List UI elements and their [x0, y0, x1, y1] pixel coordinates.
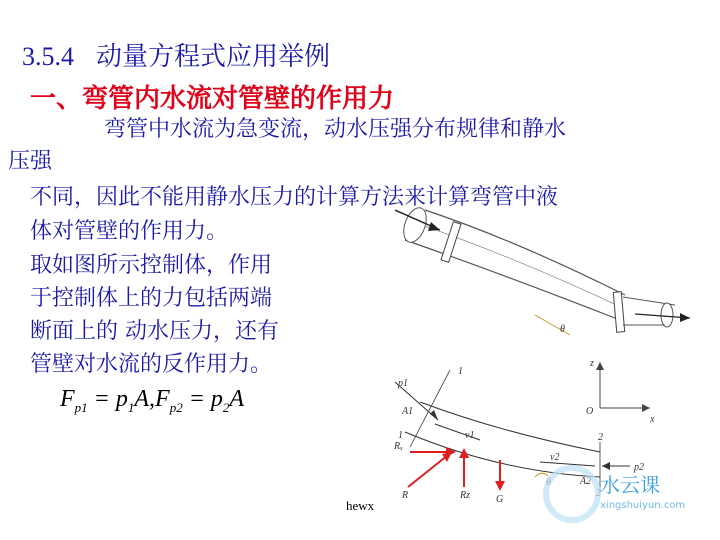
theta-label-bottom: θ: [546, 477, 551, 488]
paragraph-line-2: 压强: [8, 149, 53, 174]
Rz-label: Rz: [460, 490, 470, 501]
paragraph-line-7: 断面上的 动水压力，还有: [30, 319, 279, 344]
theta-label-top: θ: [560, 324, 565, 335]
paragraph-line-3: 不同，因此不能用静水压力的计算方法来计算弯管中液: [30, 185, 559, 210]
pipe-wall-upper: [420, 402, 600, 452]
v2-label: v2: [550, 452, 560, 463]
watermark-url: xingshuiyun.com: [600, 500, 686, 511]
force-formula: $F_{p1} = p_1A,F_{p2} = p_2A$: [60, 386, 245, 415]
paragraph-line-4: 体对管壁的作用力。: [30, 219, 229, 244]
R-label: R: [402, 490, 409, 501]
origin-label: O: [586, 406, 594, 417]
paragraph-line-5: 取如图所示控制体，作用: [30, 253, 273, 278]
section-number: 3.5.4: [22, 42, 74, 71]
section-title: 动量方程式应用举例: [96, 42, 331, 72]
section-1: [410, 370, 450, 447]
section-1-label-bottom: 1: [398, 430, 403, 441]
z-axis-label: z: [590, 358, 594, 369]
outlet-end: [661, 303, 673, 327]
A2-label: A2: [580, 476, 592, 487]
watermark-logo-icon: [546, 468, 598, 520]
paragraph-line-6: 于控制体上的力包括两端: [30, 286, 273, 311]
bent-pipe-figure: [395, 200, 695, 350]
section-1-label-top: 1: [458, 366, 463, 377]
inlet-arrowhead: [428, 222, 440, 231]
section-2-label-top: 2: [598, 432, 603, 443]
watermark: [540, 462, 720, 532]
section-2-label-bottom: 2: [596, 488, 601, 499]
v1-label: v1: [465, 430, 475, 441]
Rx-label: Rₓ: [394, 441, 403, 452]
watermark-brand: 水云课: [600, 473, 660, 497]
G-label: G: [496, 494, 504, 505]
inlet-flange: [441, 222, 461, 263]
pipe-inner-line: [413, 222, 623, 308]
p2-label: p2: [634, 462, 644, 473]
paragraph-line-1: 弯管中水流为急变流，动水压强分布规律和静水: [104, 117, 567, 142]
section-heading: [22, 36, 330, 73]
R-arrow: [408, 455, 448, 487]
pipe-outer-bottom: [405, 240, 620, 320]
outlet-arrowhead: [680, 313, 690, 322]
outlet-flange: [613, 292, 624, 333]
subheading: 一、弯管内水流对管壁的作用力: [30, 84, 395, 114]
p1-label: p1: [398, 378, 408, 389]
footer-author: hewx: [346, 498, 375, 513]
paragraph-line-8: 管壁对水流的反作用力。: [30, 352, 273, 377]
A1-label: A1: [402, 406, 414, 417]
x-axis-label: x: [650, 414, 655, 425]
